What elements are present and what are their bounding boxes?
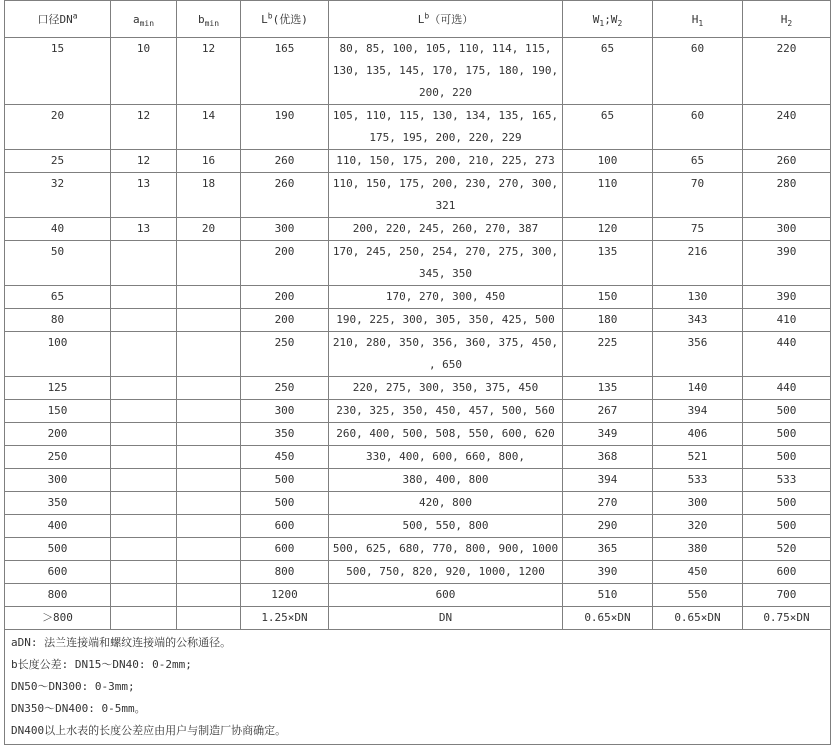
- table-row: [5, 286, 831, 309]
- cell-w: 225: [563, 332, 653, 377]
- cell-dn: 150: [5, 400, 111, 423]
- cell-dn: 400: [5, 515, 111, 538]
- cell-l-optional: 190, 225, 300, 305, 350, 425, 500: [329, 309, 563, 332]
- cell-dn: 50: [5, 241, 111, 286]
- cell-h1: 320: [653, 515, 743, 538]
- cell-l-optional: 500, 750, 820, 920, 1000, 1200: [329, 561, 563, 584]
- cell-l-optional: 170, 245, 250, 254, 270, 275, 300, 345, 350: [329, 241, 563, 286]
- cell-h1: 130: [653, 286, 743, 309]
- note-line: DN350～DN400: 0-5mm。: [11, 702, 146, 715]
- header-bmin: $b_{min}$: [177, 1, 241, 38]
- cell-dn: 40: [5, 218, 111, 241]
- cell-l-preferred: 190: [241, 105, 329, 150]
- note-line: DN400以上水表的长度公差应由用户与制造厂协商确定。: [11, 724, 287, 737]
- cell-w: 290: [563, 515, 653, 538]
- cell-l-optional: 220, 275, 300, 350, 375, 450: [329, 377, 563, 400]
- cell-bmin: [177, 515, 241, 538]
- cell-l-optional: 80, 85, 100, 105, 110, 114, 115, 130, 135, 145, 170, 175, 180, 190, 200, 220: [329, 38, 563, 105]
- cell-l-preferred: 300: [241, 400, 329, 423]
- cell-w: 390: [563, 561, 653, 584]
- cell-h2: 390: [743, 286, 831, 309]
- cell-h1: 406: [653, 423, 743, 446]
- cell-bmin: 16: [177, 150, 241, 173]
- cell-l-preferred: 600: [241, 515, 329, 538]
- cell-h2: 280: [743, 173, 831, 218]
- cell-w: 110: [563, 173, 653, 218]
- cell-w: 65: [563, 38, 653, 105]
- cell-bmin: [177, 309, 241, 332]
- cell-bmin: 14: [177, 105, 241, 150]
- cell-bmin: [177, 423, 241, 446]
- cell-h2: 500: [743, 400, 831, 423]
- cell-dn: 350: [5, 492, 111, 515]
- cell-amin: [111, 515, 177, 538]
- cell-l-preferred: 350: [241, 423, 329, 446]
- cell-dn: 800: [5, 584, 111, 607]
- cell-bmin: [177, 469, 241, 492]
- cell-l-preferred: 1200: [241, 584, 329, 607]
- cell-l-optional: 500, 625, 680, 770, 800, 900, 1000: [329, 538, 563, 561]
- cell-w: 394: [563, 469, 653, 492]
- cell-w: 270: [563, 492, 653, 515]
- cell-w: 510: [563, 584, 653, 607]
- cell-l-optional: DN: [329, 607, 563, 630]
- cell-amin: [111, 446, 177, 469]
- cell-bmin: [177, 241, 241, 286]
- table-row: [5, 607, 831, 630]
- table-row: [5, 241, 831, 286]
- cell-w: 0.65×DN: [563, 607, 653, 630]
- cell-l-optional: 330, 400, 600, 660, 800,: [329, 446, 563, 469]
- cell-amin: [111, 469, 177, 492]
- cell-amin: [111, 286, 177, 309]
- cell-w: 368: [563, 446, 653, 469]
- cell-bmin: 12: [177, 38, 241, 105]
- cell-amin: 13: [111, 173, 177, 218]
- note-line: aDN: 法兰连接端和螺纹连接端的公称通径。: [11, 636, 232, 649]
- cell-l-optional: 420, 800: [329, 492, 563, 515]
- cell-h1: 140: [653, 377, 743, 400]
- header-row: [5, 1, 831, 38]
- cell-w: 150: [563, 286, 653, 309]
- cell-bmin: [177, 446, 241, 469]
- header-amin: $a_{min}$: [111, 1, 177, 38]
- cell-h1: 521: [653, 446, 743, 469]
- cell-dn: 600: [5, 561, 111, 584]
- header-l-preferred: $L^b$(优选): [241, 1, 329, 38]
- cell-h1: 65: [653, 150, 743, 173]
- cell-l-preferred: 1.25×DN: [241, 607, 329, 630]
- cell-w: 267: [563, 400, 653, 423]
- cell-h1: 450: [653, 561, 743, 584]
- table-row: [5, 309, 831, 332]
- cell-l-preferred: 165: [241, 38, 329, 105]
- cell-amin: [111, 400, 177, 423]
- table-row: [5, 105, 831, 150]
- cell-amin: [111, 332, 177, 377]
- cell-dn: 25: [5, 150, 111, 173]
- cell-dn: 200: [5, 423, 111, 446]
- cell-dn: 500: [5, 538, 111, 561]
- cell-h1: 343: [653, 309, 743, 332]
- note-line: DN50～DN300: 0-3mm;: [11, 680, 135, 693]
- table-row: [5, 423, 831, 446]
- water-meter-dimension-table: [4, 0, 831, 745]
- cell-w: 349: [563, 423, 653, 446]
- table-row: [5, 515, 831, 538]
- cell-h1: 300: [653, 492, 743, 515]
- cell-h2: 500: [743, 423, 831, 446]
- cell-h2: 533: [743, 469, 831, 492]
- cell-w: 100: [563, 150, 653, 173]
- cell-h2: 440: [743, 332, 831, 377]
- cell-h1: 0.65×DN: [653, 607, 743, 630]
- cell-h2: 520: [743, 538, 831, 561]
- cell-l-preferred: 600: [241, 538, 329, 561]
- cell-bmin: 18: [177, 173, 241, 218]
- cell-bmin: [177, 607, 241, 630]
- cell-h2: 500: [743, 515, 831, 538]
- table-row: [5, 38, 831, 105]
- cell-bmin: [177, 377, 241, 400]
- table-row: [5, 173, 831, 218]
- cell-amin: [111, 607, 177, 630]
- cell-h2: 300: [743, 218, 831, 241]
- cell-amin: [111, 538, 177, 561]
- cell-h1: 60: [653, 38, 743, 105]
- cell-amin: [111, 309, 177, 332]
- cell-l-optional: 210, 280, 350, 356, 360, 375, 450, , 650: [329, 332, 563, 377]
- table-row: [5, 218, 831, 241]
- cell-h1: 75: [653, 218, 743, 241]
- cell-bmin: [177, 584, 241, 607]
- cell-dn: 250: [5, 446, 111, 469]
- cell-bmin: [177, 286, 241, 309]
- cell-l-optional: 110, 150, 175, 200, 210, 225, 273: [329, 150, 563, 173]
- cell-dn: 65: [5, 286, 111, 309]
- cell-l-preferred: 500: [241, 469, 329, 492]
- cell-l-preferred: 200: [241, 286, 329, 309]
- table-row: [5, 332, 831, 377]
- cell-dn: ＞800: [5, 607, 111, 630]
- cell-w: 120: [563, 218, 653, 241]
- cell-amin: [111, 561, 177, 584]
- cell-h1: 550: [653, 584, 743, 607]
- cell-h1: 356: [653, 332, 743, 377]
- cell-amin: [111, 492, 177, 515]
- cell-h1: 70: [653, 173, 743, 218]
- cell-amin: 13: [111, 218, 177, 241]
- cell-l-optional: 200, 220, 245, 260, 270, 387: [329, 218, 563, 241]
- cell-l-optional: 380, 400, 800: [329, 469, 563, 492]
- cell-dn: 32: [5, 173, 111, 218]
- cell-h2: 240: [743, 105, 831, 150]
- cell-h2: 500: [743, 492, 831, 515]
- header-w: $W_1;W_2$: [563, 1, 653, 38]
- header-h2: $H_2$: [743, 1, 831, 38]
- cell-dn: 300: [5, 469, 111, 492]
- header-l-optional: $L^b$（可选）: [329, 1, 563, 38]
- cell-l-preferred: 300: [241, 218, 329, 241]
- note-line: b长度公差: DN15～DN40: 0-2mm;: [11, 658, 192, 671]
- table-row: [5, 538, 831, 561]
- header-dn: 口径$DN^a$: [5, 1, 111, 38]
- cell-bmin: [177, 538, 241, 561]
- cell-l-preferred: 250: [241, 332, 329, 377]
- cell-h2: 440: [743, 377, 831, 400]
- cell-w: 180: [563, 309, 653, 332]
- cell-l-preferred: 200: [241, 241, 329, 286]
- cell-w: 365: [563, 538, 653, 561]
- cell-h1: 380: [653, 538, 743, 561]
- table-row: [5, 584, 831, 607]
- table-row: [5, 492, 831, 515]
- cell-dn: 20: [5, 105, 111, 150]
- cell-bmin: [177, 332, 241, 377]
- cell-amin: 12: [111, 150, 177, 173]
- cell-l-optional: 110, 150, 175, 200, 230, 270, 300, 321: [329, 173, 563, 218]
- cell-w: 135: [563, 241, 653, 286]
- cell-dn: 100: [5, 332, 111, 377]
- cell-amin: [111, 377, 177, 400]
- cell-h2: 260: [743, 150, 831, 173]
- cell-bmin: [177, 400, 241, 423]
- cell-h2: 500: [743, 446, 831, 469]
- cell-h2: 390: [743, 241, 831, 286]
- cell-h1: 60: [653, 105, 743, 150]
- cell-l-optional: 600: [329, 584, 563, 607]
- cell-l-preferred: 260: [241, 173, 329, 218]
- cell-w: 135: [563, 377, 653, 400]
- cell-l-optional: 170, 270, 300, 450: [329, 286, 563, 309]
- cell-l-preferred: 500: [241, 492, 329, 515]
- cell-h2: 410: [743, 309, 831, 332]
- table-row: [5, 469, 831, 492]
- table-row: [5, 400, 831, 423]
- cell-amin: [111, 584, 177, 607]
- cell-amin: 12: [111, 105, 177, 150]
- table-row: [5, 561, 831, 584]
- cell-l-preferred: 200: [241, 309, 329, 332]
- spec-table-container: [4, 0, 831, 745]
- table-row: [5, 377, 831, 400]
- table-body: [5, 38, 831, 630]
- cell-h2: 0.75×DN: [743, 607, 831, 630]
- cell-dn: 15: [5, 38, 111, 105]
- cell-l-preferred: 450: [241, 446, 329, 469]
- cell-l-preferred: 260: [241, 150, 329, 173]
- cell-bmin: [177, 492, 241, 515]
- cell-amin: 10: [111, 38, 177, 105]
- cell-h2: 600: [743, 561, 831, 584]
- table-row: [5, 150, 831, 173]
- cell-h1: 394: [653, 400, 743, 423]
- cell-bmin: [177, 561, 241, 584]
- cell-amin: [111, 423, 177, 446]
- cell-l-optional: 500, 550, 800: [329, 515, 563, 538]
- cell-h1: 216: [653, 241, 743, 286]
- cell-l-preferred: 800: [241, 561, 329, 584]
- cell-l-preferred: 250: [241, 377, 329, 400]
- cell-dn: 80: [5, 309, 111, 332]
- cell-w: 65: [563, 105, 653, 150]
- cell-amin: [111, 241, 177, 286]
- cell-h2: 700: [743, 584, 831, 607]
- header-h1: $H_1$: [653, 1, 743, 38]
- cell-l-optional: 105, 110, 115, 130, 134, 135, 165, 175, 195, 200, 220, 229: [329, 105, 563, 150]
- cell-h2: 220: [743, 38, 831, 105]
- cell-l-optional: 260, 400, 500, 508, 550, 600, 620: [329, 423, 563, 446]
- cell-bmin: 20: [177, 218, 241, 241]
- cell-h1: 533: [653, 469, 743, 492]
- table-row: [5, 446, 831, 469]
- cell-l-optional: 230, 325, 350, 450, 457, 500, 560: [329, 400, 563, 423]
- cell-dn: 125: [5, 377, 111, 400]
